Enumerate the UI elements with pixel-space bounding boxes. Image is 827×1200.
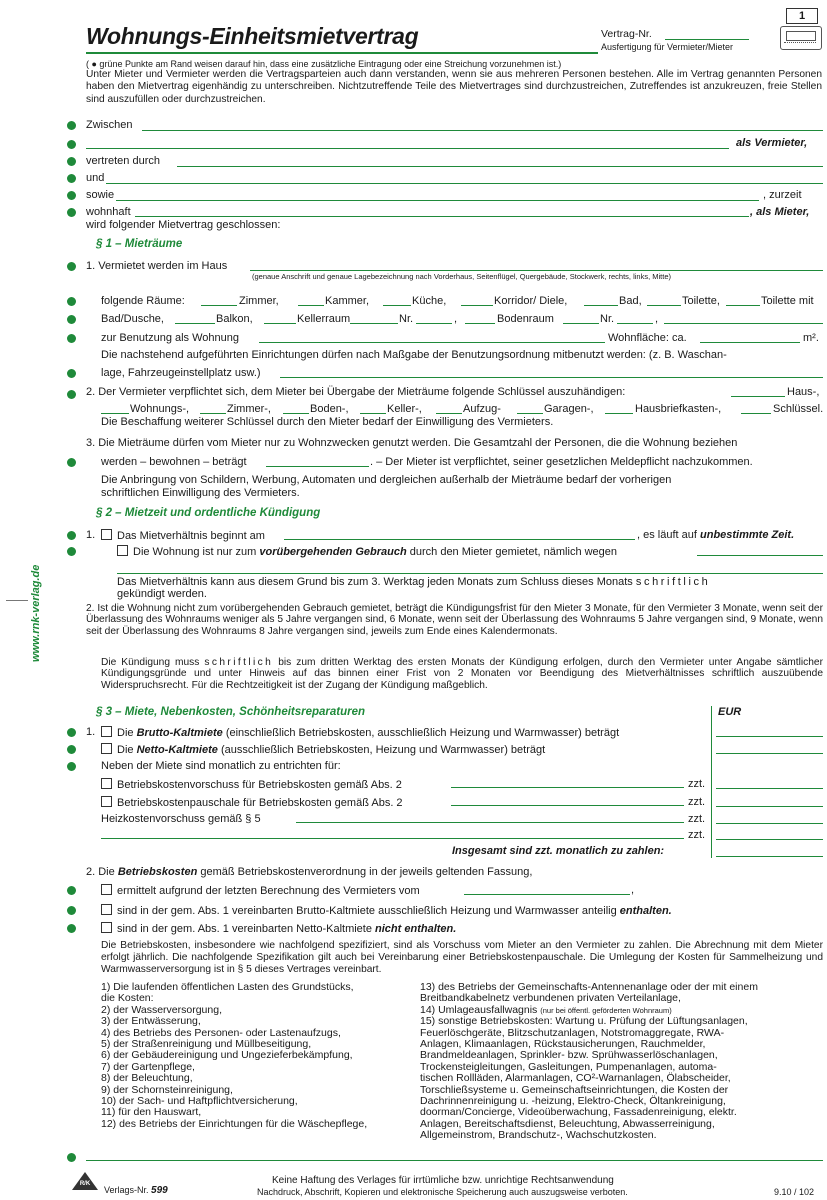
s2-p1-gekuendigt: gekündigt werden. — [117, 588, 207, 600]
heiz-fill[interactable] — [296, 822, 684, 823]
title-rule — [86, 52, 598, 54]
brutto-checkbox[interactable] — [101, 726, 112, 737]
r2-kellerraum: Kellerraum — [297, 313, 351, 325]
green-dot-marker — [67, 157, 76, 166]
additional-costs-field[interactable] — [86, 1160, 823, 1161]
cost-item: 10) der Sach- und Haftpflichtversicherung, — [101, 1095, 298, 1108]
zzt-label: zzt. — [688, 796, 706, 808]
vermieter-name-field[interactable] — [142, 130, 823, 131]
neben-text: Neben der Miete sind monatlich zu entrichten für: — [101, 760, 341, 772]
s2-p2-text: 2. Ist die Wohnung nicht zum vorübergehenden Gebrauch gemietet, beträgt die Kündigungsfrist für den Mieter 3 Monate, für den Vermieter 3 Monate, wenn seit der Überlassung des Wohnraums weniger als 5 Jahre vergangen sind, 6 Monate, wenn seit der Überlassung des Wohnraums 5 Jahre vergangen sind, 9 Monate, wenn seit der Überlassung des Wohnraums 8 Jahre vergangen sind, jeweils zum Ende eines Kalendermonats. — [86, 603, 823, 637]
als-vermieter-label: als Vermieter, — [736, 137, 808, 149]
s2-p3-text: Die Kündigung muss schriftlich bis zum dritten Werktag des ersten Monats der Kündigung erfolgen, durch den Vermieter unter Angabe sämtlicher Kündigungsgründe und unter Hinweis auf das binnen einer Frist von 2 Monaten vor Beendigung des Mietverhältnisses schriftlich auszuübende Widerspruchsrecht. Für die Rechtzeitigkeit ist der Zugang der Kündigung maßgeblich. — [101, 657, 823, 691]
grund-field-1[interactable] — [697, 555, 823, 556]
keller-schluessel-field[interactable] — [360, 413, 386, 414]
typewriter-icon — [780, 26, 822, 50]
vorschuss-amount-field[interactable] — [716, 788, 823, 789]
vertreten-label: vertreten durch — [86, 155, 160, 167]
option-nicht-enthalten: sind in der gem. Abs. 1 vereinbarten Netto-Kaltmiete nicht enthalten. — [101, 922, 456, 936]
r2-keller-nr: Nr. — [399, 313, 414, 325]
publisher-logo-text: R/K — [79, 1181, 91, 1187]
haus-address-field[interactable] — [250, 270, 823, 271]
vorschuss-fill[interactable] — [451, 787, 684, 788]
extra-amount-field[interactable] — [716, 839, 823, 840]
kammer-count-field[interactable] — [298, 305, 324, 306]
cost-item: 11) für den Hauswart, — [101, 1106, 202, 1119]
green-dot-marker — [67, 924, 76, 933]
cost-item: Feuerlöschgeräte, Blitzschutzanlagen, Notstromaggregate, RWA- — [420, 1026, 725, 1039]
r1-korridor: Korridor/ Diele, — [494, 295, 568, 307]
cost-item: Dachrinnenreinigung u. -heizung, Elektro-Check, Öltankreinigung, — [420, 1095, 726, 1108]
beginn-date-field[interactable] — [284, 539, 635, 540]
s1-p2-line1: 2. Der Vermieter verpflichtet sich, dem Mieter bei Übergabe der Mieträume folgende Schlüssel auszuhändigen: — [86, 386, 626, 398]
cost-item: Anlagen, Bereitschaftsdienst, Beleuchtung, Abwasserreinigung, — [420, 1117, 715, 1130]
fold-mark — [6, 600, 28, 601]
verlags-nr: Verlags-Nr. 599 — [104, 1185, 168, 1196]
wohnflaeche-field[interactable] — [700, 342, 800, 343]
key-schluessel: Schlüssel. — [773, 403, 824, 415]
cost-item: Trockensteigleitungen, Gasleitungen, Pumpenanlagen, automa- — [420, 1060, 717, 1073]
zwischen-label: Zwischen — [86, 119, 133, 131]
r2-balkon: Balkon, — [216, 313, 253, 325]
key-garagen: Garagen-, — [544, 403, 594, 415]
brutto-row: Die Brutto-Kaltmiete (einschließlich Betriebskosten, ausschließlich Heizung und Warmwasser) beträgt — [101, 726, 619, 740]
raeume-label: folgende Räume: — [101, 295, 185, 307]
toilette-count-field[interactable] — [647, 305, 681, 306]
mieter-name-field[interactable] — [106, 183, 823, 184]
pauschale-row: Betriebskostenpauschale für Betriebskosten gemäß Abs. 2 — [101, 796, 403, 810]
s2-p1-laeuft: , es läuft auf unbestimmte Zeit. — [637, 529, 795, 541]
green-dot-marker — [67, 906, 76, 915]
s1-p3-line1: 3. Die Mieträume dürfen vom Mieter nur zu Wohnzwecken genutzt werden. Die Gesamtzahl der Personen, die die Wohnung beziehen — [86, 437, 738, 449]
cost-item: 8) der Beleuchtung, — [101, 1072, 193, 1085]
s1-p3-line3: Die Anbringung von Schildern, Werbung, Automaten und dergleichen außerhalb der Mieträume bedarf der vorherigen schriftlichen Einwilligung des Vermieters. — [101, 474, 672, 499]
bad-count-field[interactable] — [584, 305, 618, 306]
total-amount-field[interactable] — [716, 856, 823, 857]
wohnungs-schluessel-field[interactable] — [101, 413, 129, 414]
r2-bad-dusche: Bad/Dusche, — [101, 313, 164, 325]
grund-field-2[interactable] — [117, 573, 823, 574]
boden-schluessel-field[interactable] — [283, 413, 309, 414]
vorschuss-row: Betriebskostenvorschuss für Betriebskosten gemäß Abs. 2 — [101, 778, 402, 792]
section-3-heading: § 3 – Miete, Nebenkosten, Schönheitsreparaturen — [96, 706, 366, 718]
key-keller: Keller-, — [387, 403, 422, 415]
kueche-count-field[interactable] — [383, 305, 411, 306]
eur-header: EUR — [718, 706, 742, 718]
brutto-amount-field[interactable] — [716, 736, 823, 737]
section-1-heading: § 1 – Mieträume — [96, 238, 183, 250]
version-number: 9.10 / 102 — [774, 1187, 815, 1197]
r2-comma-1: , — [454, 313, 458, 325]
mieter-address-field[interactable] — [135, 216, 749, 217]
und-label: und — [86, 172, 105, 184]
cost-item: 2) der Wasserversorgung, — [101, 1003, 222, 1016]
green-dot-marker — [67, 262, 76, 271]
r2-comma-2: , — [655, 313, 659, 325]
page-title: Wohnungs-Einheitsmietvertrag — [86, 23, 419, 49]
vermieter-address-field[interactable] — [86, 148, 729, 149]
s2-p1-number: 1. — [86, 529, 96, 541]
cost-item: 1) Die laufenden öffentlichen Lasten des Grundstücks, — [101, 981, 354, 993]
zzt-label: zzt. — [688, 778, 706, 790]
option-ermittelt-comma: , — [631, 884, 635, 896]
einrichtungen-text-2: lage, Fahrzeugeinstellplatz usw.) — [101, 367, 261, 379]
pauschale-amount-field[interactable] — [716, 806, 823, 807]
cost-item: Anlagen, Klimaanlagen, Rückstausicherungen, Rauchmelder, — [420, 1038, 706, 1051]
copy-number: 1 — [798, 10, 806, 22]
r2-boden-nr: Nr. — [600, 313, 615, 325]
key-wohnungs: Wohnungs-, — [130, 403, 190, 415]
s1-p2-haus: Haus-, — [787, 386, 820, 398]
cost-item: Allgemeinstrom, Brandschutz-, Wachschutzkosten. — [420, 1129, 657, 1142]
r2-bodenraum: Bodenraum — [497, 313, 554, 325]
key-boden: Boden-, — [310, 403, 349, 415]
heiz-row: Heizkostenvorschuss gemäß § 5 — [101, 813, 261, 825]
s1-p1-label: 1. Vermietet werden im Haus — [86, 260, 228, 272]
ausfertigung-label: Ausfertigung für Vermieter/Mieter — [601, 42, 734, 52]
green-dot-marker — [67, 208, 76, 217]
berechnung-date-field[interactable] — [464, 894, 630, 895]
einrichtungen-field[interactable] — [280, 377, 823, 378]
r1-toilette-mit: Toilette mit — [761, 295, 814, 307]
cost-item: 7) der Gartenpflege, — [101, 1060, 195, 1073]
heiz-amount-field[interactable] — [716, 823, 823, 824]
briefkasten-schluessel-field[interactable] — [605, 413, 633, 414]
s1-p2-line3: Die Beschaffung weiterer Schlüssel durch den Mieter bedarf der Einwilligung des Vermieters. — [101, 416, 554, 428]
green-dot-marker — [67, 315, 76, 324]
benutzung-field[interactable] — [259, 342, 605, 343]
netto-row: Die Netto-Kaltmiete (ausschließlich Betriebskosten, Heizung und Warmwasser) beträgt — [101, 743, 545, 757]
s2-p1-row: Das Mietverhältnis beginnt am — [101, 529, 265, 543]
green-dot-marker — [67, 174, 76, 183]
raeume-extra-field[interactable] — [664, 323, 823, 324]
wohnhaft-label: wohnhaft — [86, 206, 131, 218]
cost-item: Brandmeldeanlagen, Sprinkler- bzw. Sprühwasserlöschanlagen, — [420, 1049, 718, 1062]
option-ermittelt: ermittelt aufgrund der letzten Berechnung des Vermieters vom — [101, 884, 420, 898]
green-dot-marker — [67, 531, 76, 540]
copy-number-box — [786, 8, 818, 24]
green-dot-marker — [67, 1153, 76, 1162]
ermittelt-checkbox[interactable] — [101, 884, 112, 895]
sowie-label: sowie — [86, 189, 115, 201]
pauschale-fill[interactable] — [451, 805, 684, 806]
s2-p1-kann: Das Mietverhältnis kann aus diesem Grund bis zum 3. Werktag jeden Monats zum Schluss dieses Monats schriftlich — [117, 576, 711, 588]
cost-list-left — [101, 982, 411, 1130]
key-aufzug: Aufzug- — [463, 403, 501, 415]
mieter2-name-field[interactable] — [116, 200, 759, 201]
cost-item: 13) des Betriebs der Gemeinschafts-Antennenanlage oder der mit einem — [420, 981, 758, 993]
s1-p3-line2a: werden – bewohnen – beträgt — [101, 456, 247, 468]
zzt-label: zzt. — [688, 829, 706, 841]
keller-nr-field[interactable] — [416, 323, 452, 324]
cost-item: Torschließsysteme u. Gemeinschaftseinrichtungen, die Kosten der — [420, 1083, 729, 1096]
zimmer-count-field[interactable] — [201, 305, 237, 306]
r1-zimmer: Zimmer, — [239, 295, 279, 307]
cost-item: 14) Umlageausfallwagnis (nur bei öffentl. geförderten Wohnraum) — [420, 1003, 672, 1016]
kellerraum-count-field[interactable] — [264, 323, 296, 324]
r1-bad: Bad, — [619, 295, 642, 307]
aufzug-schluessel-field[interactable] — [436, 413, 462, 414]
enthalten-checkbox[interactable] — [101, 904, 112, 915]
insgesamt-label: Insgesamt sind zzt. monatlich zu zahlen: — [452, 845, 665, 857]
green-dot-marker — [67, 297, 76, 306]
boden-nr-spacer[interactable] — [563, 323, 599, 324]
wohnflaeche-label: Wohnfläche: ca. — [608, 332, 687, 344]
cost-item: 12) des Betriebs der Einrichtungen für die Wäschepflege, — [101, 1117, 368, 1130]
unbestimmt-checkbox[interactable] — [101, 529, 112, 540]
personen-field[interactable] — [266, 466, 369, 467]
pauschale-checkbox[interactable] — [101, 796, 112, 807]
haus-address-hint: (genaue Anschrift und genaue Lagebezeichnung nach Vorderhaus, Seitenflügel, Quergebäude, Stockwerk, rechts, links, Mitte) — [252, 272, 672, 281]
einrichtungen-text-1: Die nachstehend aufgeführten Einrichtungen dürfen nach Maßgabe der Benutzungsordnung mitbenutzt werden: (z. B. Waschan- — [101, 349, 727, 361]
r1-toilette: Toilette, — [682, 295, 720, 307]
extra-cost-field[interactable] — [101, 838, 684, 839]
green-dot-marker — [67, 547, 76, 556]
intro-text: Unter Mieter und Vermieter werden die Vertragsparteien auch dann verstanden, wenn sie aus mehreren Personen bestehen. Alle im Vertrag genannten Personen haben den Mietvertrag eigenhändig zu unterschreiben. Nichtzutreffende Teile des Mietvertrages sind durchzustreichen, Zutreffendes ist anzukreuzen, freie Stellen sind auszufüllen oder durchzustreichen. — [86, 69, 822, 105]
vertrag-nr-field[interactable] — [665, 39, 749, 40]
green-dot-marker — [67, 369, 76, 378]
green-dot-marker — [67, 140, 76, 149]
cost-item: 9) der Schornsteinreinigung, — [101, 1083, 233, 1096]
s1-p3-line2b: . – Der Mieter ist verpflichtet, seiner gesetzlichen Meldepflicht nachzukommen. — [370, 456, 753, 468]
zur-benutzung-label: zur Benutzung als Wohnung — [101, 332, 239, 344]
toilette-bad-count-field[interactable] — [726, 305, 760, 306]
zimmer-schluessel-field[interactable] — [200, 413, 226, 414]
note-line: ( ● grüne Punkte am Rand weisen darauf hin, dass eine zusätzliche Eintragung oder eine Streichung vorzunehmen ist.) — [86, 59, 562, 69]
haus-schluessel-field[interactable] — [731, 396, 785, 397]
vertreten-field[interactable] — [177, 166, 823, 167]
netto-checkbox[interactable] — [101, 743, 112, 754]
garagen-schluessel-field[interactable] — [517, 413, 543, 414]
nicht-enthalten-checkbox[interactable] — [101, 922, 112, 933]
cost-item: 5) der Straßenreinigung und Müllbeseitigung, — [101, 1038, 312, 1051]
gesamt-schluessel-field[interactable] — [741, 413, 771, 414]
umlage-note: (nur bei öffentl. geförderten Wohnraum) — [540, 1005, 672, 1015]
r1-kueche: Küche, — [412, 295, 447, 307]
m2-label: m². — [803, 332, 819, 344]
bodenraum-count-field[interactable] — [465, 323, 495, 324]
section-2-heading: § 2 – Mietzeit und ordentliche Kündigung — [96, 507, 321, 519]
balkon-count-field[interactable] — [175, 323, 215, 324]
cost-item: 6) der Gebäudereinigung und Ungezieferbekämpfung, — [101, 1049, 353, 1062]
netto-amount-field[interactable] — [716, 753, 823, 754]
nachdruck-text: Nachdruck, Abschrift, Kopieren und elektronische Speicherung auch auszugsweise verboten. — [257, 1187, 628, 1197]
green-dot-marker — [67, 390, 76, 399]
green-dot-marker — [67, 886, 76, 895]
folgender-text: wird folgender Mietvertrag geschlossen: — [86, 219, 281, 231]
green-dot-marker — [67, 728, 76, 737]
zurzeit-label: , zurzeit — [763, 189, 802, 201]
cost-item: 4) des Betriebs des Personen- oder Lastenaufzugs, — [101, 1026, 341, 1039]
s2-p1-voruebergehend: Die Wohnung ist nur zum vorübergehenden Gebrauch durch den Mieter gemietet, nämlich wegen — [117, 545, 617, 559]
cost-item: 15) sonstige Betriebskosten: Wartung u. Prüfung der Lüftungsanlagen, — [420, 1015, 748, 1028]
green-dot-marker — [67, 745, 76, 754]
s3-p1-number: 1. — [86, 726, 96, 738]
zzt-label: zzt. — [688, 813, 706, 825]
green-dot-marker — [67, 334, 76, 343]
cost-item: Breitbandkabelnetz verbundenen privaten Verteilanlage, — [420, 992, 681, 1005]
cost-item: doorman/Concierge, Videoüberwachung, Fassadenreinigung, elektr. — [420, 1106, 737, 1119]
green-dot-marker — [67, 762, 76, 771]
s3-p2-line: 2. Die Betriebskosten gemäß Betriebskostenverordnung in der jeweils geltenden Fassung, — [86, 866, 533, 878]
boden-nr-field[interactable] — [617, 323, 653, 324]
key-hausbriefkasten: Hausbriefkasten-, — [635, 403, 722, 415]
vertrag-nr-label: Vertrag-Nr. — [601, 28, 652, 40]
amount-column-line — [711, 706, 712, 858]
green-dot-marker — [67, 458, 76, 467]
green-dot-marker — [67, 191, 76, 200]
keller-nr-spacer[interactable] — [350, 323, 398, 324]
cost-item: die Kosten: — [101, 992, 154, 1005]
cost-item: tischen Rollläden, Alarmanlagen, CO²-Warnanlagen, Ölabscheider, — [420, 1072, 731, 1085]
option-enthalten: sind in der gem. Abs. 1 vereinbarten Brutto-Kaltmiete ausschließlich Heizung und Warmwasser anteilig enthalten. — [101, 904, 672, 918]
als-mieter-label: , als Mieter, — [750, 206, 810, 218]
korridor-count-field[interactable] — [461, 305, 493, 306]
cost-item: 3) der Entwässerung, — [101, 1015, 201, 1028]
betriebskosten-paragraph: Die Betriebskosten, insbesondere wie nachfolgend spezifiziert, sind als Vorschuss vom Mieter an den Vermieter zu zahlen. Die Abrechnung mit dem Mieter erfolgt jährlich. Die nachfolgende Spezifikation gilt auch bei Vereinbarung einer Betriebskostenpauschale. Die Umlegung der Kosten für Sammelheizung und Warmwasserversorgung ist in § 5 dieses Vertrages vereinbart. — [101, 940, 823, 975]
haftung-text: Keine Haftung des Verlages für irrtümliche bzw. unrichtige Rechtsanwendung — [272, 1175, 614, 1186]
green-dot-marker — [67, 121, 76, 130]
r1-kammer: Kammer, — [325, 295, 370, 307]
voruebergehend-checkbox[interactable] — [117, 545, 128, 556]
side-url: www.rnk-verlag.de — [30, 564, 42, 662]
key-zimmer: Zimmer-, — [227, 403, 271, 415]
cost-list-right — [420, 982, 825, 1142]
vorschuss-checkbox[interactable] — [101, 778, 112, 789]
